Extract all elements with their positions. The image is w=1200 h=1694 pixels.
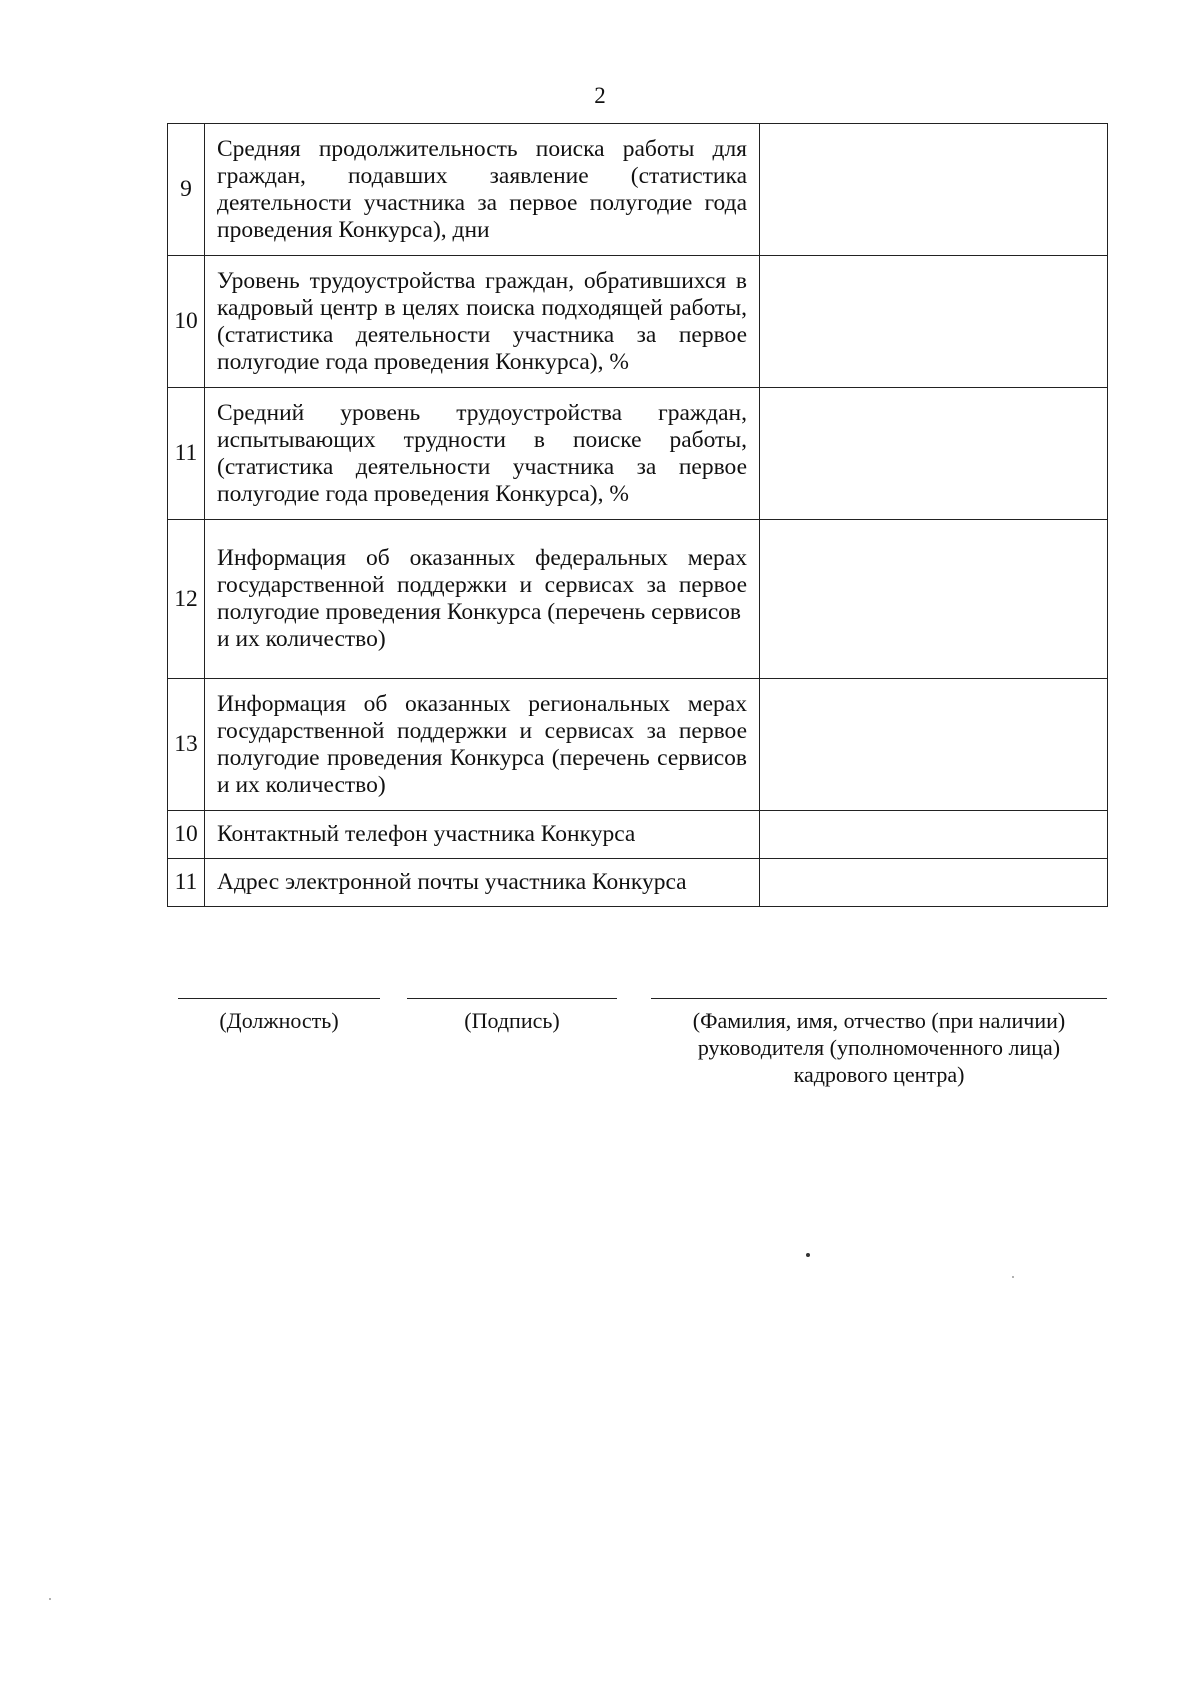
row-description-text: Средняя продолжительность поиска работы для граждан, подавших заявление (статистика деятельности участника за первое полугодие года проведения Конкурса), дни	[217, 135, 747, 243]
scan-speck	[806, 1253, 810, 1257]
name-caption-line: руководителя (уполномоченного лица)	[697, 1035, 1061, 1060]
row-number: 13	[168, 679, 205, 811]
row-description-text: Средний уровень трудоустройства граждан, испытывающих трудности в поиске работы, (статистика деятельности участника за первое полугодие года проведения Конкурса), %	[217, 399, 747, 507]
table-row	[168, 520, 1108, 679]
sign-signature-line[interactable]	[407, 998, 617, 999]
row-value-field[interactable]	[760, 256, 1108, 388]
table-row	[168, 679, 1108, 811]
row-description	[205, 256, 760, 388]
row-description-text: Контактный телефон участника Конкурса	[217, 821, 636, 847]
row-value-field[interactable]	[760, 811, 1108, 859]
row-description	[205, 124, 760, 256]
row-description-text: Уровень трудоустройства граждан, обратившихся в кадровый центр в целях поиска подходящей работы, (статистика деятельности участника за первое полугодие года проведения Конкурса), %	[217, 267, 747, 375]
application-form-table	[167, 123, 1108, 907]
name-caption-line: кадрового центра)	[793, 1062, 965, 1087]
row-value-field[interactable]	[760, 520, 1108, 679]
signature-position-block	[178, 998, 380, 1034]
signature-name-block	[651, 998, 1107, 1088]
row-number: 11	[168, 859, 205, 907]
row-description-text: и их количество)	[217, 626, 386, 652]
row-description	[205, 859, 760, 907]
table-row	[168, 388, 1108, 520]
table-row	[168, 256, 1108, 388]
row-number: 10	[168, 811, 205, 859]
row-value-field[interactable]	[760, 859, 1108, 907]
row-value-field[interactable]	[760, 679, 1108, 811]
position-signature-line[interactable]	[178, 998, 380, 999]
table-row	[168, 811, 1108, 859]
row-description	[205, 679, 760, 811]
name-signature-line[interactable]	[651, 998, 1107, 999]
table-row	[168, 859, 1108, 907]
scan-speck	[1012, 1276, 1014, 1278]
sign-caption: (Подпись)	[464, 1008, 560, 1033]
row-value-field[interactable]	[760, 124, 1108, 256]
row-number: 11	[168, 388, 205, 520]
scan-speck	[49, 1598, 51, 1600]
signature-sign-block	[407, 998, 617, 1034]
row-description	[205, 811, 760, 859]
row-value-field[interactable]	[760, 388, 1108, 520]
row-description	[205, 520, 760, 679]
row-number: 10	[168, 256, 205, 388]
row-number: 12	[168, 520, 205, 679]
table-row	[168, 124, 1108, 256]
name-caption-line: (Фамилия, имя, отчество (при наличии)	[692, 1008, 1066, 1033]
row-description-text: Адрес электронной почты участника Конкурса	[217, 869, 687, 895]
row-description	[205, 388, 760, 520]
row-description-text: Информация об оказанных региональных мерах государственной поддержки и сервисах за первое полугодие проведения Конкурса (перечень сервисов и их количество)	[217, 690, 747, 798]
row-number: 9	[168, 124, 205, 256]
position-caption: (Должность)	[219, 1008, 339, 1033]
row-description-text: Информация об оказанных федеральных мерах государственной поддержки и сервисах за первое полугодие проведения Конкурса (перечень сервисов	[217, 545, 747, 625]
page-number: 2	[594, 83, 606, 108]
